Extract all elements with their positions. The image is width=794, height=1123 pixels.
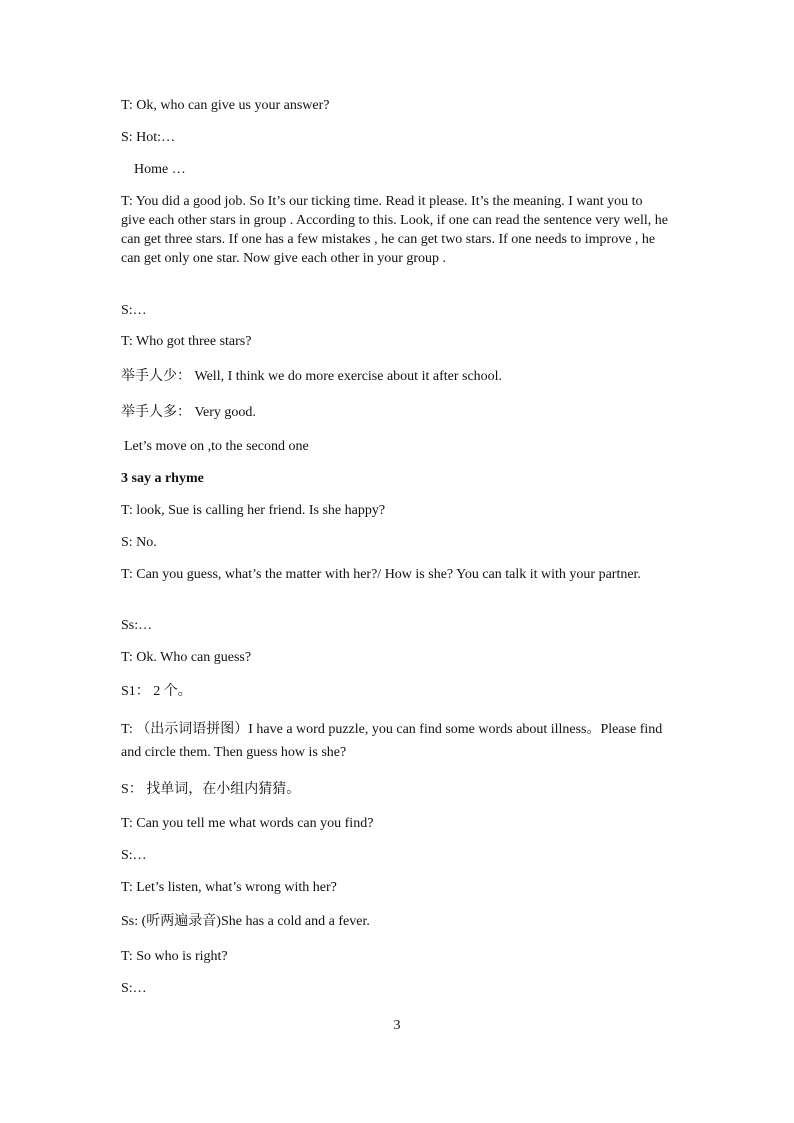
dialogue-line: S: No. xyxy=(121,535,157,550)
dialogue-line: S： 找单词，在小组内猜猜。 xyxy=(121,782,301,797)
dialogue-line: S:… xyxy=(121,848,147,863)
page-number: 3 xyxy=(393,1018,401,1033)
dialogue-line: T: Can you tell me what words can you find? xyxy=(121,816,374,831)
dialogue-line: T: So who is right? xyxy=(121,949,228,964)
dialogue-line: T: Let’s listen, what’s wrong with her? xyxy=(121,880,337,895)
dialogue-line: T: look, Sue is calling her friend. Is she happy? xyxy=(121,503,386,518)
dialogue-line: S:… xyxy=(121,303,147,318)
dialogue-line: 举手人多： Very good. xyxy=(121,405,256,420)
dialogue-line: T: Who got three stars? xyxy=(121,334,252,349)
dialogue-line: Let’s move on ,to the second one xyxy=(124,439,309,454)
dialogue-line: T: Ok. Who can guess? xyxy=(121,650,252,665)
dialogue-paragraph: T: You did a good job. So It’s our ticking time. Read it please. It’s the meaning. I want you to give each other stars in group . According to this. Look, if one can read the sentence very well, he can get three stars. If one has a few mistakes , he can get two stars. If one needs to improve , he can get only one star. Now give each other in your group . xyxy=(121,194,668,266)
dialogue-line: S: Hot:… xyxy=(121,130,176,145)
dialogue-line: S:… xyxy=(121,981,147,996)
dialogue-line: Home … xyxy=(134,162,186,177)
dialogue-line: T: Ok, who can give us your answer? xyxy=(121,98,330,113)
dialogue-line: S1： 2 个。 xyxy=(121,684,192,699)
dialogue-line: 举手人少： Well, I think we do more exercise about it after school. xyxy=(121,369,503,384)
section-heading: 3 say a rhyme xyxy=(121,471,204,486)
dialogue-paragraph: T: （出示词语拼图）I have a word puzzle, you can find some words about illness。Please find and circle them. Then guess how is she? xyxy=(121,722,663,760)
dialogue-line: Ss:… xyxy=(121,618,153,633)
dialogue-paragraph: T: Can you guess, what’s the matter with her?/ How is she? You can talk it with your partner. xyxy=(121,567,641,582)
dialogue-line: Ss: (听两遍录音)She has a cold and a fever. xyxy=(121,914,370,929)
